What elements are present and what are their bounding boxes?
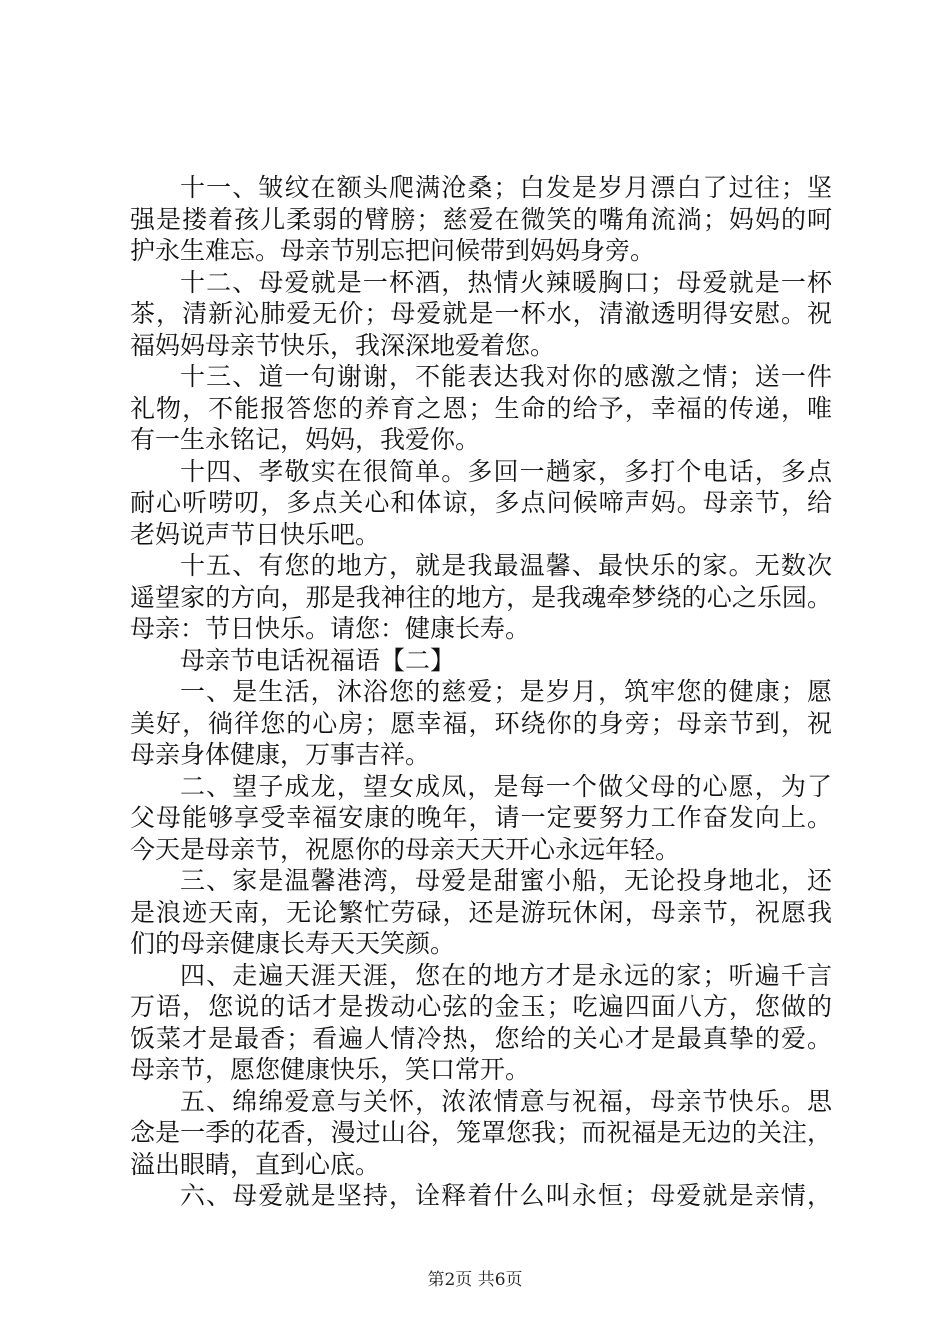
paragraph-line: 溢出眼睛，直到心底。 (130, 1149, 381, 1179)
paragraph-line: 礼物，不能报答您的养育之恩；生命的给予，幸福的传递，唯 (130, 393, 832, 423)
paragraph-line: 十四、孝敬实在很简单。多回一趟家，多打个电话，多点 (180, 456, 832, 486)
paragraph-line: 今天是母亲节，祝愿你的母亲天天开心永远年轻。 (130, 834, 681, 864)
document-body (130, 172, 832, 1212)
paragraph-line: 遥望家的方向，那是我神往的地方，是我魂牵梦绕的心之乐园。 (130, 582, 832, 612)
paragraph-line: 父母能够享受幸福安康的晚年，请一定要努力工作奋发向上。 (130, 803, 832, 832)
paragraph-line: 四、走遍天涯天涯，您在的地方才是永远的家；听遍千言 (180, 960, 832, 990)
paragraph-line: 有一生永铭记，妈妈，我爱你。 (130, 425, 481, 454)
paragraph-line: 母亲：节日快乐。请您：健康长寿。 (130, 614, 531, 643)
paragraph-line: 母亲节，愿您健康快乐，笑口常开。 (130, 1055, 531, 1084)
paragraph-line: 万语，您说的话才是拨动心弦的金玉；吃遍四面八方，您做的 (130, 992, 832, 1021)
paragraph-line: 母亲身体健康，万事吉祥。 (130, 740, 431, 769)
paragraph-line: 福妈妈母亲节快乐，我深深地爱着您。 (130, 330, 556, 360)
page-number: 第2页 共6页 (427, 1270, 523, 1290)
paragraph-line: 十三、道一句谢谢，不能表达我对你的感激之情；送一件 (180, 362, 832, 391)
paragraph-line: 强是搂着孩儿柔弱的臂膀；慈爱在微笑的嘴角流淌；妈妈的呵 (130, 204, 832, 234)
paragraph-line: 美好，徜徉您的心房；愿幸福，环绕你的身旁；母亲节到，祝 (130, 708, 832, 738)
paragraph-line: 二、望子成龙，望女成凤，是每一个做父母的心愿，为了 (180, 771, 832, 801)
paragraph-line: 十一、皱纹在额头爬满沧桑；白发是岁月漂白了过往；坚 (180, 173, 832, 202)
paragraph-line: 是浪迹天南，无论繁忙劳碌，还是游玩休闲，母亲节，祝愿我 (130, 897, 832, 927)
paragraph-line: 茶，清新沁肺爱无价；母爱就是一杯水，清澈透明得安慰。祝 (130, 299, 832, 328)
paragraph-line: 一、是生活，沐浴您的慈爱；是岁月，筑牢您的健康；愿 (180, 677, 832, 706)
paragraph-line: 们的母亲健康长寿天天笑颜。 (130, 929, 456, 958)
paragraph-line: 耐心听唠叨，多点关心和体谅，多点问候啼声妈。母亲节，给 (130, 488, 832, 517)
paragraph-line: 老妈说声节日快乐吧。 (130, 519, 381, 549)
paragraph-line: 十二、母爱就是一杯酒，热情火辣暖胸口；母爱就是一杯 (180, 267, 832, 297)
section-heading: 母亲节电话祝福语【二】 (180, 645, 456, 675)
paragraph-line: 五、绵绵爱意与关怀，浓浓情意与祝福，母亲节快乐。思 (180, 1086, 832, 1116)
paragraph-line: 饭菜才是最香；看遍人情冷热，您给的关心才是最真挚的爱。 (130, 1023, 832, 1053)
paragraph-line: 念是一季的花香，漫过山谷，笼罩您我；而祝福是无边的关注， (130, 1118, 832, 1147)
paragraph-line: 三、家是温馨港湾，母爱是甜蜜小船，无论投身地北，还 (180, 866, 832, 895)
paragraph-line: 六、母爱就是坚持，诠释着什么叫永恒；母爱就是亲情， (180, 1181, 832, 1210)
paragraph-line: 十五、有您的地方，就是我最温馨、最快乐的家。无数次 (180, 551, 832, 580)
paragraph-line: 护永生难忘。母亲节别忘把问候带到妈妈身旁。 (130, 236, 656, 265)
